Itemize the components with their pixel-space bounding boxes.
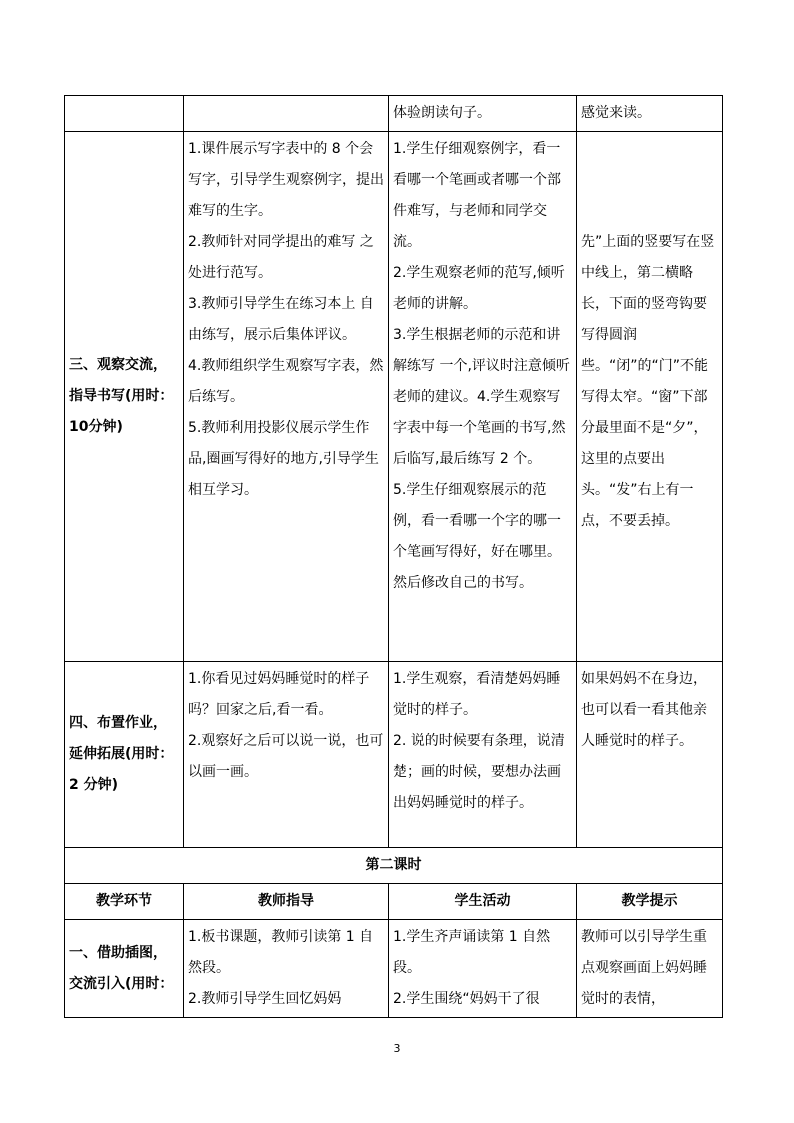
header-teacher: 教师指导 [184, 884, 389, 920]
paragraph: 1.板书课题，教师引读第 1 自然段。 [188, 929, 374, 976]
table-row [65, 662, 723, 848]
header-row [65, 884, 723, 920]
header-tip: 教学提示 [577, 884, 723, 920]
paragraph: 2.学生围绕“妈妈干了很 [393, 991, 540, 1007]
paragraph: 5.学生仔细观察展示的范例，看一看哪一个字的哪一个笔画写得好，好在哪里。然后修改自己的书写。 [393, 482, 561, 591]
section-title: 第二课时 [65, 848, 723, 884]
paragraph: 3.学生根据老师的示范和讲解练写 一个,评议时注意倾听老师的建议。4.学生观察写字表中每一个笔画的书写,然后临写,最后练写 2 个。 [393, 327, 570, 467]
paragraph: 1.学生仔细观察例字，看一看哪一个笔画或者哪一个部件难写，与老师和同学交流。 [393, 141, 561, 250]
stage-cell: 四、布置作业，延伸拓展(用时：2 分钟) [65, 662, 184, 848]
student-activity-cell [389, 662, 577, 848]
header-stage: 教学环节 [65, 884, 184, 920]
student-activity-cell [389, 132, 577, 662]
teaching-tip-cell: 教师可以引导学生重点观察画面上妈妈睡觉时的表情， [577, 920, 723, 1018]
paragraph: 2.教师引导学生回忆妈妈 [188, 991, 342, 1007]
teacher-guidance-cell [184, 132, 389, 662]
teaching-tip-cell: 如果妈妈不在身边，也可以看一看其他亲人睡觉时的样子。 [577, 662, 723, 848]
teacher-guidance-cell [184, 96, 389, 132]
stage-cell [65, 96, 184, 132]
paragraph: 2.教师针对同学提出的难写 之处进行范写。 [188, 234, 374, 281]
teacher-guidance-cell [184, 920, 389, 1018]
paragraph: 5.教师利用投影仪展示学生作品,圈画写得好的地方,引导学生相互学习。 [188, 420, 379, 498]
teaching-tip-cell: 先”上面的竖要写在竖中线上，第二横略长，下面的竖弯钩要写得圆润些。“闭”的“门”不能写得太窄。“窗”下部分最里面不是“夕”，这里的点要出头。“发”右上有一点，不要丢掉。 [577, 132, 723, 662]
paragraph: 2. 说的时候要有条理，说清楚；画的时候，要想办法画出妈妈睡觉时的样子。 [393, 733, 565, 811]
paragraph: 4.教师组织学生观察写字表，然后练写。 [188, 358, 384, 405]
student-activity-cell [389, 920, 577, 1018]
paragraph: 2.观察好之后可以说一说，也可以画一画。 [188, 733, 384, 780]
paragraph: 1.学生齐声诵读第 1 自然段。 [393, 929, 551, 976]
teacher-guidance-cell [184, 662, 389, 848]
page-number: 3 [393, 1042, 401, 1055]
student-activity-cell: 体验朗读句子。 [389, 96, 577, 132]
teaching-tip-cell: 感觉来读。 [577, 96, 723, 132]
paragraph: 2.学生观察老师的范写,倾听老师的讲解。 [393, 265, 565, 312]
table-row [65, 96, 723, 132]
paragraph: 1.你看见过妈妈睡觉时的样子吗？回家之后,看一看。 [188, 671, 370, 718]
header-student: 学生活动 [389, 884, 577, 920]
stage-cell: 三、观察交流，指导书写(用时：10分钟) [65, 132, 184, 662]
paragraph: 3.教师引导学生在练习本上 自由练写，展示后集体评议。 [188, 296, 374, 343]
paragraph: 1.学生观察，看清楚妈妈睡觉时的样子。 [393, 671, 561, 718]
paragraph: 1.课件展示写字表中的 8 个会写字，引导学生观察例字，提出难写的生字。 [188, 141, 384, 219]
table-row [65, 920, 723, 1018]
table-row [65, 132, 723, 662]
stage-cell: 一、借助插图，交流引入(用时： [65, 920, 184, 1018]
section-title-row [65, 848, 723, 884]
lesson-plan-table [64, 95, 723, 1018]
